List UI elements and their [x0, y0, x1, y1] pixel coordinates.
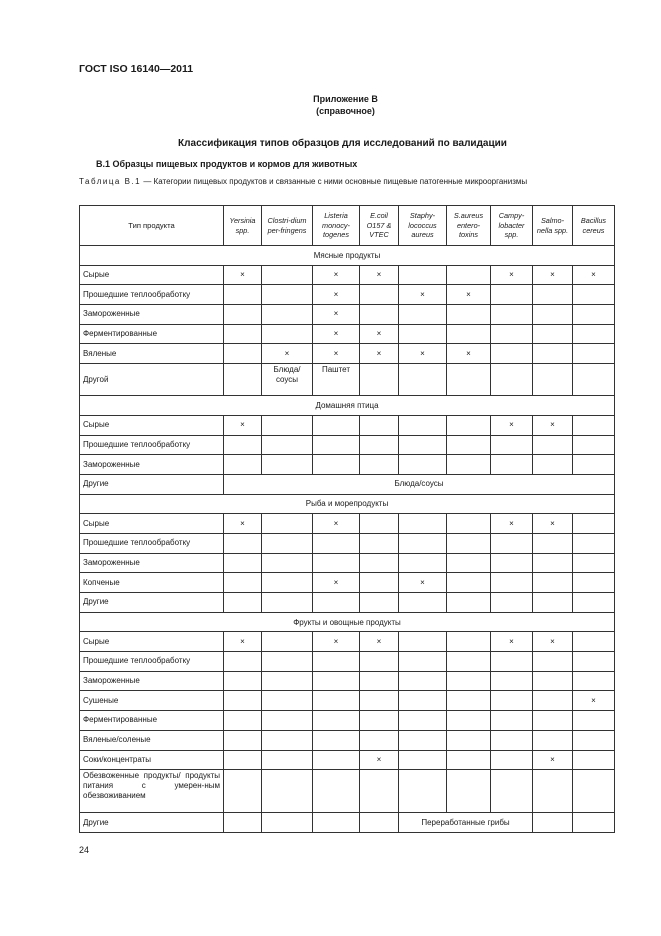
table-cell: [491, 730, 533, 750]
table-cell: [447, 750, 491, 770]
table-cell: [491, 553, 533, 573]
table-cell: [573, 364, 615, 396]
table-cell: [399, 324, 447, 344]
table-cell: [313, 770, 360, 813]
row-label: Вяленые: [80, 344, 224, 364]
table-cell: [573, 344, 615, 364]
table-cell: [573, 750, 615, 770]
section-heading: Домашняя птица: [80, 396, 615, 416]
row-label: Прошедшие теплообработку: [80, 533, 224, 553]
table-cell: ×: [533, 514, 573, 534]
table-cell: [224, 691, 262, 711]
table-cell: [399, 593, 447, 613]
table-cell: [262, 730, 313, 750]
table-cell: [399, 514, 447, 534]
table-cell: ×: [313, 632, 360, 652]
table-cell: [224, 573, 262, 593]
table-row: [80, 691, 615, 711]
table-row: [80, 364, 615, 396]
table-row: [80, 730, 615, 750]
table-cell: [447, 593, 491, 613]
table-cell: ×: [491, 514, 533, 534]
table-row: [80, 474, 615, 494]
table-cell: [224, 344, 262, 364]
section-heading: Фрукты и овощные продукты: [80, 612, 615, 632]
table-cell: [491, 691, 533, 711]
table-cell: ×: [313, 514, 360, 534]
table-cell: [224, 652, 262, 672]
table-cell: [399, 730, 447, 750]
row-label: Замороженные: [80, 305, 224, 325]
table-cell: [399, 770, 447, 813]
table-cell: [360, 770, 399, 813]
table-row: [80, 344, 615, 364]
table-cell: ×: [491, 632, 533, 652]
table-cell: [491, 671, 533, 691]
table-cell: [533, 671, 573, 691]
table-cell: [533, 344, 573, 364]
table-cell: [447, 415, 491, 435]
row-label: Ферментированные: [80, 711, 224, 731]
table-cell: [573, 305, 615, 325]
table-cell: [399, 364, 447, 396]
table-cell: [313, 671, 360, 691]
table-cell: [224, 324, 262, 344]
table-cell: [399, 671, 447, 691]
row-label: Сырые: [80, 632, 224, 652]
table-cell: [447, 435, 491, 455]
table-cell: [491, 573, 533, 593]
table-cell: [313, 711, 360, 731]
table-cell: [224, 285, 262, 305]
row-label: Сушеные: [80, 691, 224, 711]
table-cell: [533, 770, 573, 813]
section-row: [80, 612, 615, 632]
table-cell: [360, 285, 399, 305]
table-cell: [399, 691, 447, 711]
table-cell: [262, 455, 313, 475]
table-cell: [360, 305, 399, 325]
column-header: Listeria monocy-togenes: [313, 206, 360, 246]
table-cell: [399, 455, 447, 475]
table-cell: [491, 533, 533, 553]
row-label: Другие: [80, 474, 224, 494]
appendix-subtitle: (справочное): [316, 106, 375, 116]
table-body: [80, 206, 615, 833]
table-cell: [262, 750, 313, 770]
table-row: [80, 770, 615, 813]
table-cell: [491, 593, 533, 613]
table-cell: [533, 593, 573, 613]
table-cell: ×: [533, 750, 573, 770]
table-cell: [573, 671, 615, 691]
table-cell: [573, 730, 615, 750]
appendix-heading: [0, 93, 661, 117]
table-cell: [313, 730, 360, 750]
section-row: [80, 494, 615, 514]
table-cell: [262, 593, 313, 613]
table-cell: ×: [360, 265, 399, 285]
table-cell: [224, 593, 262, 613]
merged-cell: Блюда/соусы: [224, 474, 615, 494]
table-cell: ×: [447, 285, 491, 305]
table-cell: [573, 285, 615, 305]
table-header-row: [80, 206, 615, 246]
table-cell: [262, 415, 313, 435]
table-cell: [533, 553, 573, 573]
table-cell: ×: [533, 265, 573, 285]
merged-cell: Переработанные грибы: [399, 813, 533, 833]
table-cell: [224, 553, 262, 573]
row-label: Прошедшие теплообработку: [80, 285, 224, 305]
table-cell: [447, 573, 491, 593]
table-cell: [533, 711, 573, 731]
column-header: Campy-lobacter spp.: [491, 206, 533, 246]
table-row: [80, 455, 615, 475]
table-cell: [224, 455, 262, 475]
table-cell: [360, 514, 399, 534]
section-heading: Мясные продукты: [80, 246, 615, 266]
table-cell: [224, 730, 262, 750]
table-cell: [573, 711, 615, 731]
classification-table: [79, 205, 615, 833]
table-cell: ×: [399, 573, 447, 593]
table-row: [80, 514, 615, 534]
table-cell: [399, 553, 447, 573]
table-cell: [224, 305, 262, 325]
table-cell: [262, 691, 313, 711]
table-cell: [447, 632, 491, 652]
table-cell: [447, 711, 491, 731]
table-caption-text: — Категории пищевых продуктов и связанные с ними основные пищевые патогенные микроорганизмы: [141, 177, 528, 186]
table-cell: [533, 305, 573, 325]
table-cell: [360, 415, 399, 435]
table-cell: [533, 435, 573, 455]
table-row: [80, 305, 615, 325]
table-cell: [399, 632, 447, 652]
table-cell: [360, 671, 399, 691]
row-label: Другие: [80, 593, 224, 613]
table-cell: [491, 770, 533, 813]
table-cell: [262, 671, 313, 691]
table-cell: [447, 364, 491, 396]
table-cell: [533, 652, 573, 672]
table-cell: [224, 671, 262, 691]
table-cell: [491, 455, 533, 475]
table-cell: [533, 573, 573, 593]
table-caption-label: Таблица В.1: [79, 177, 142, 186]
row-label: Замороженные: [80, 455, 224, 475]
table-row: [80, 553, 615, 573]
table-cell: ×: [491, 415, 533, 435]
table-cell: [262, 553, 313, 573]
table-row: [80, 813, 615, 833]
table-cell: [313, 691, 360, 711]
table-cell: [399, 750, 447, 770]
table-cell: [313, 593, 360, 613]
table-cell: [447, 324, 491, 344]
table-cell: [360, 691, 399, 711]
page-number: 24: [79, 845, 90, 855]
table-cell: [491, 305, 533, 325]
table-row: [80, 632, 615, 652]
table-cell: ×: [313, 285, 360, 305]
table-cell: [360, 573, 399, 593]
table-cell: [262, 533, 313, 553]
table-cell: [313, 813, 360, 833]
table-cell: [447, 265, 491, 285]
table-cell: [573, 415, 615, 435]
table-cell: [224, 750, 262, 770]
table-cell: ×: [313, 344, 360, 364]
table-cell: ×: [533, 632, 573, 652]
table-cell: [573, 573, 615, 593]
table-cell: [313, 435, 360, 455]
table-cell: ×: [224, 632, 262, 652]
table-cell: [262, 770, 313, 813]
table-cell: [491, 652, 533, 672]
document-id: ГОСТ ISO 16140—2011: [79, 63, 194, 75]
table-cell: [399, 711, 447, 731]
table-cell: [573, 632, 615, 652]
table-cell: [533, 455, 573, 475]
column-header: Yersinia spp.: [224, 206, 262, 246]
section-row: [80, 396, 615, 416]
table-caption: [79, 177, 615, 187]
table-cell: [573, 435, 615, 455]
table-cell: [360, 711, 399, 731]
table-cell: ×: [447, 344, 491, 364]
table-cell: ×: [313, 573, 360, 593]
table-row: [80, 593, 615, 613]
row-label: Прошедшие теплообработку: [80, 652, 224, 672]
table-cell: [313, 750, 360, 770]
table-cell: [573, 324, 615, 344]
table-cell: [533, 324, 573, 344]
table-cell: [224, 770, 262, 813]
table-row: [80, 533, 615, 553]
appendix-title: Приложение В: [313, 94, 378, 104]
table-cell: [262, 652, 313, 672]
table-cell: [360, 533, 399, 553]
table-cell: ×: [573, 691, 615, 711]
row-label: Обезвоженные продукты/ продукты питания с умерен-ным обезвоживанием: [80, 770, 224, 813]
table-cell: [447, 455, 491, 475]
table-cell: [573, 514, 615, 534]
table-cell: [262, 514, 313, 534]
table-cell: [447, 514, 491, 534]
table-cell: [313, 415, 360, 435]
table-cell: ×: [360, 750, 399, 770]
table-cell: [533, 813, 573, 833]
table-cell: [313, 533, 360, 553]
row-label: Другие: [80, 813, 224, 833]
table-row: [80, 324, 615, 344]
table-cell: [360, 553, 399, 573]
row-label: Вяленые/соленые: [80, 730, 224, 750]
table-cell: [399, 305, 447, 325]
table-row: [80, 415, 615, 435]
table-cell: Паштет: [313, 364, 360, 396]
table-cell: ×: [360, 344, 399, 364]
table-cell: [262, 265, 313, 285]
table-cell: ×: [262, 344, 313, 364]
table-cell: ×: [399, 344, 447, 364]
table-cell: ×: [491, 265, 533, 285]
table-cell: ×: [224, 514, 262, 534]
table-cell: [399, 415, 447, 435]
column-header: Salmo-nella spp.: [533, 206, 573, 246]
main-title: [0, 138, 661, 149]
table-cell: [533, 533, 573, 553]
table-cell: [262, 285, 313, 305]
table-cell: [447, 671, 491, 691]
section-heading: Рыба и морепродукты: [80, 494, 615, 514]
table-cell: ×: [224, 415, 262, 435]
table-row: [80, 573, 615, 593]
table-cell: [360, 730, 399, 750]
table-cell: [224, 711, 262, 731]
section-row: [80, 246, 615, 266]
table-cell: [262, 305, 313, 325]
table-cell: [360, 652, 399, 672]
column-header: Тип продукта: [80, 206, 224, 246]
table-cell: [224, 533, 262, 553]
table-cell: [533, 285, 573, 305]
table-cell: [399, 533, 447, 553]
table-cell: [224, 364, 262, 396]
table-cell: [399, 265, 447, 285]
table-cell: [573, 770, 615, 813]
table-row: [80, 265, 615, 285]
table-row: [80, 750, 615, 770]
table-cell: [447, 770, 491, 813]
row-label: Замороженные: [80, 671, 224, 691]
table-cell: ×: [399, 285, 447, 305]
row-label: Сырые: [80, 514, 224, 534]
row-label: Прошедшие теплообработку: [80, 435, 224, 455]
table-cell: [360, 593, 399, 613]
table-cell: Блюда/ соусы: [262, 364, 313, 396]
table-cell: [399, 435, 447, 455]
column-header: Staphy-lococcus aureus: [399, 206, 447, 246]
table-cell: [533, 691, 573, 711]
table-cell: [262, 711, 313, 731]
table-row: [80, 285, 615, 305]
table-cell: [399, 652, 447, 672]
table-cell: [360, 455, 399, 475]
row-label: Замороженные: [80, 553, 224, 573]
main-title-text: Классификация типов образцов для исследований по валидации: [178, 138, 507, 149]
table-cell: ×: [224, 265, 262, 285]
column-header: E.coil O157 & VTEC: [360, 206, 399, 246]
column-header: Bacillus cereus: [573, 206, 615, 246]
table-row: [80, 435, 615, 455]
table-row: [80, 711, 615, 731]
table-row: [80, 671, 615, 691]
table-cell: [447, 730, 491, 750]
table-cell: ×: [313, 324, 360, 344]
table-cell: [360, 364, 399, 396]
table-cell: ×: [533, 415, 573, 435]
table-cell: [491, 435, 533, 455]
table-cell: [224, 813, 262, 833]
table-cell: [313, 553, 360, 573]
row-label: Ферментированные: [80, 324, 224, 344]
table-cell: [262, 632, 313, 652]
table-cell: [262, 573, 313, 593]
table-cell: ×: [313, 265, 360, 285]
table-cell: [224, 435, 262, 455]
table-cell: [447, 553, 491, 573]
table-cell: [447, 533, 491, 553]
table-cell: ×: [360, 632, 399, 652]
table-cell: [491, 711, 533, 731]
table-cell: [491, 750, 533, 770]
row-label: Другой: [80, 364, 224, 396]
table-cell: [573, 813, 615, 833]
table-cell: [533, 364, 573, 396]
table-cell: [491, 324, 533, 344]
row-label: Соки/концентраты: [80, 750, 224, 770]
table-cell: [573, 553, 615, 573]
table-cell: [573, 652, 615, 672]
table-cell: [491, 285, 533, 305]
table-row: [80, 652, 615, 672]
table-cell: ×: [573, 265, 615, 285]
table-cell: [573, 455, 615, 475]
table-cell: ×: [360, 324, 399, 344]
table-cell: [360, 813, 399, 833]
table-cell: [447, 305, 491, 325]
table-cell: [262, 435, 313, 455]
row-label: Сырые: [80, 415, 224, 435]
row-label: Копченые: [80, 573, 224, 593]
row-label: Сырые: [80, 265, 224, 285]
table-cell: [573, 533, 615, 553]
table-cell: [313, 652, 360, 672]
table-cell: [533, 730, 573, 750]
column-header: S.aureus entero-toxins: [447, 206, 491, 246]
table-cell: [447, 691, 491, 711]
table-cell: [491, 364, 533, 396]
table-cell: [573, 593, 615, 613]
table-cell: [447, 652, 491, 672]
table-cell: [262, 324, 313, 344]
column-header: Clostri-dium per-fringens: [262, 206, 313, 246]
table-cell: [360, 435, 399, 455]
table-cell: [262, 813, 313, 833]
table-cell: ×: [313, 305, 360, 325]
table-cell: [313, 455, 360, 475]
table-cell: [491, 344, 533, 364]
section-title: В.1 Образцы пищевых продуктов и кормов для животных: [96, 159, 358, 169]
